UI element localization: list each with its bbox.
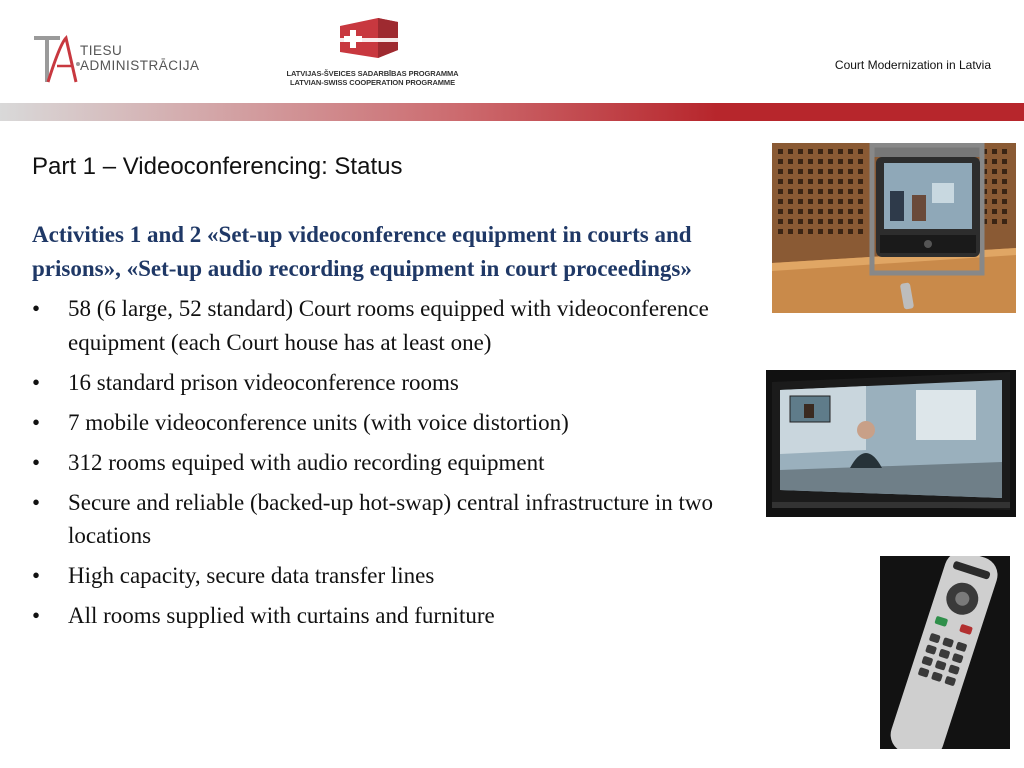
list-item-text: 312 rooms equiped with audio recording equipment xyxy=(68,449,545,475)
bullet-list xyxy=(32,292,732,633)
activities-heading: Activities 1 and 2 «Set-up videoconference equipment in courts and prisons», «Set-up audio recording equipment in court proceedings» xyxy=(32,222,692,281)
bullet-marker: • xyxy=(32,563,41,588)
list-item xyxy=(32,486,732,553)
swiss-cross-icon xyxy=(280,16,465,68)
tiesu-administracija-logo xyxy=(30,30,220,90)
latvian-swiss-programme-logo xyxy=(280,16,465,90)
list-item-text: 58 (6 large, 52 standard) Court rooms equipped with videoconference equipment (each Court house has at least one) xyxy=(68,296,709,355)
bullet-marker: • xyxy=(32,489,41,515)
header-band xyxy=(0,103,1024,121)
bullet-marker: • xyxy=(32,603,41,628)
list-item xyxy=(32,406,732,440)
ta-logo-line2: ADMINISTRĀCIJA xyxy=(80,58,200,73)
slide-body xyxy=(32,218,732,639)
ta-logo-line1: TIESU xyxy=(80,43,123,58)
videoconference-screen-photo xyxy=(766,370,1016,517)
bullet-marker: • xyxy=(32,409,41,435)
ta-logo-text xyxy=(80,43,200,73)
list-item xyxy=(32,599,732,633)
slide-title: Part 1 – Videoconferencing: Status xyxy=(32,153,403,180)
list-item xyxy=(32,446,732,480)
bullet-marker: • xyxy=(32,296,41,321)
ta-monogram xyxy=(30,30,80,90)
list-item-text: High capacity, secure data transfer lines xyxy=(68,563,435,588)
list-item xyxy=(32,292,732,359)
list-item xyxy=(32,366,732,400)
list-item-text: 16 standard prison videoconference rooms xyxy=(68,369,459,395)
list-item xyxy=(32,559,732,593)
videoconference-room-photo xyxy=(772,143,1016,313)
remote-control-photo xyxy=(880,556,1010,749)
programme-caption xyxy=(280,69,465,87)
programme-caption-lv: LATVIJAS-ŠVEICES SADARBĪBAS PROGRAMMA xyxy=(286,69,459,78)
bullet-marker: • xyxy=(32,449,41,475)
programme-caption-en: LATVIAN-SWISS COOPERATION PROGRAMME xyxy=(290,78,455,87)
list-item-text: Secure and reliable (backed-up hot-swap) central infrastructure in two locations xyxy=(68,489,713,548)
bullet-marker: • xyxy=(32,369,41,395)
header-tagline: Court Modernization in Latvia xyxy=(834,58,991,72)
list-item-text: 7 mobile videoconference units (with voice distortion) xyxy=(68,409,569,435)
list-item-text: All rooms supplied with curtains and furniture xyxy=(68,603,495,628)
